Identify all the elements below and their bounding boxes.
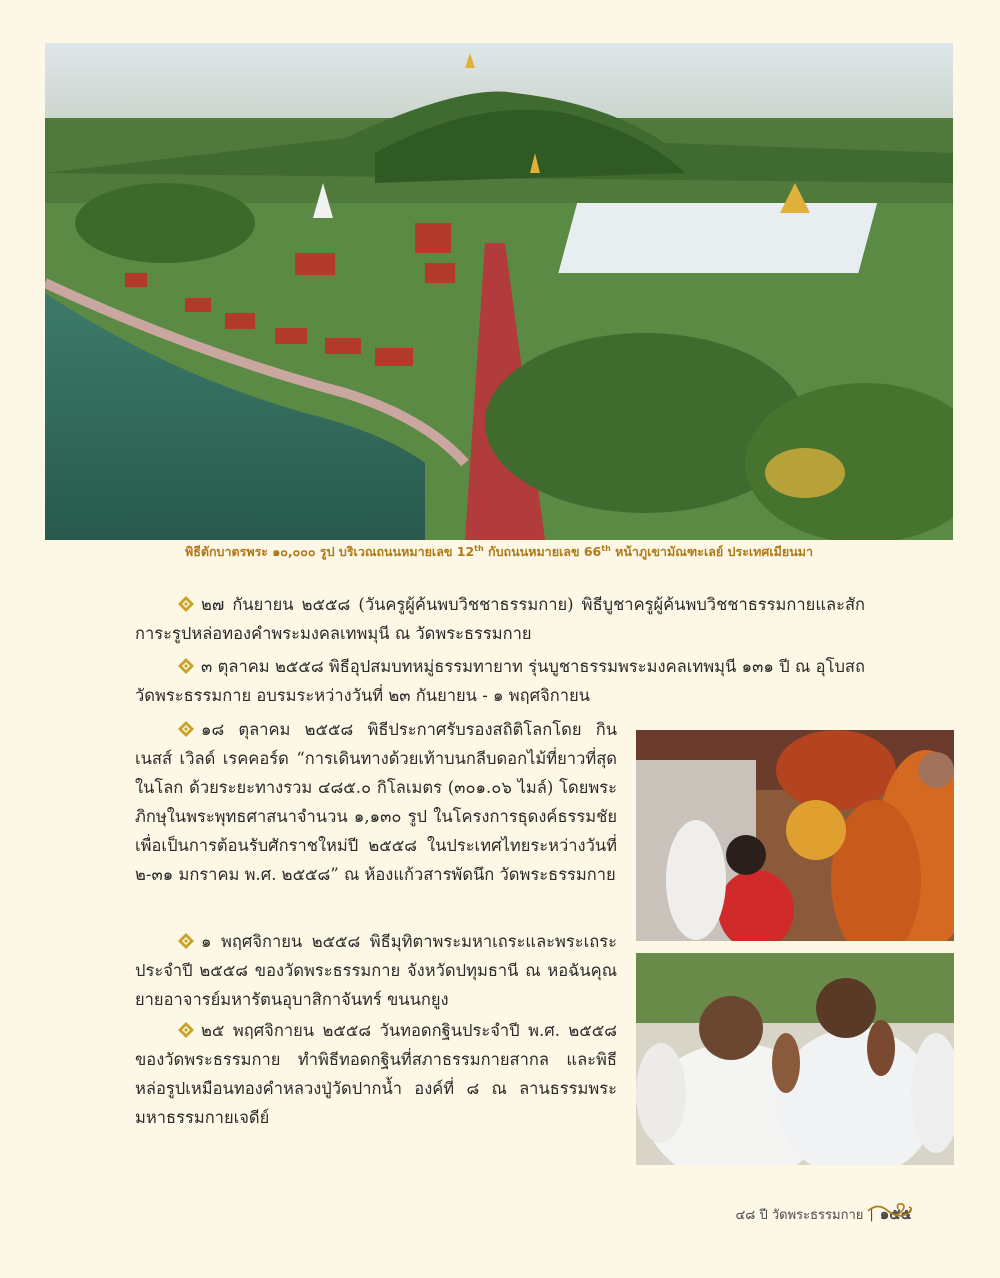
event-text: ๒๕ พฤศจิกายน ๒๕๕๘ วันทอดกฐินประจำปี พ.ศ. ๒๕๕๘ ของวัดพระธรรมกาย ทำพิธีทอดกฐินที่สภาธรรมกายสากล และพิธีหล่อรูปเหมือนทองคำหลวงปู่วัดปากน้ำ องค์ที่ ๘ ณ ลานธรรมพระมหาธรรมกายเจดีย์ [135,1021,617,1127]
caption-sup-1: th [474,543,484,553]
scroll-ornament-icon [866,1200,914,1222]
diamond-bullet-icon [177,932,195,950]
event-paragraph [135,652,865,710]
caption-sup-2: th [601,543,611,553]
alms-photo [636,730,954,941]
diamond-bullet-icon [177,720,195,738]
event-text: ๒๗ กันยายน ๒๕๕๘ (วันครูผู้ค้นพบวิชชาธรรมกาย) พิธีบูชาครูผู้ค้นพบวิชชาธรรมกายและสักการะรูปหล่อทองคำพระมงคลเทพมุนี ณ วัดพระธรรมกาย [135,595,865,643]
page-number: ๑๕๕ [879,1205,912,1223]
caption-text-2: กับถนนหมายเลข 66 [483,544,602,559]
hero-caption [45,542,953,562]
event-paragraph [135,927,617,1014]
footer-separator: | [869,1206,874,1222]
diamond-bullet-icon [177,1021,195,1039]
diamond-bullet-icon [177,595,195,613]
event-text: ๑ พฤศจิกายน ๒๕๕๘ พิธีมุทิตาพระมหาเถระและพระเถระ ประจำปี ๒๕๕๘ ของวัดพระธรรมกาย จังหวัดปทุมธานี ณ หอฉันคุณยายอาจารย์มหารัตนอุบาสิกาจันทร์ ขนนกยูง [135,932,617,1009]
event-paragraph [135,1016,617,1132]
event-paragraph [135,715,617,889]
praying-photo [636,953,954,1165]
diamond-bullet-icon [177,657,195,675]
event-text: ๑๘ ตุลาคม ๒๕๕๘ พิธีประกาศรับรองสถิติโลกโดย กินเนสส์ เวิลด์ เรคคอร์ด “การเดินทางด้วยเท้าบนกลีบดอกไม้ที่ยาวที่สุดในโลก ด้วยระยะทางรวม ๔๘๕.๐ กิโลเมตร (๓๐๑.๐๖ ไมล์) โดยพระภิกษุในพระพุทธศาสนาจำนวน ๑,๑๓๐ รูป ในโครงการธุดงค์ธรรมชัย เพื่อเป็นการต้อนรับศักราชใหม่ปี ๒๕๕๘ ในประเทศไทยระหว่างวันที่ ๒-๓๑ มกราคม พ.ศ. ๒๕๕๘” ณ ห้องแก้วสารพัดนึก วัดพระธรรมกาย [135,720,617,884]
caption-text-1: พิธีตักบาตรพระ ๑๐,๐๐๐ รูป บริเวณถนนหมายเลข 12 [185,544,475,559]
hero-photo [45,43,953,540]
event-text: ๓ ตุลาคม ๒๕๕๘ พิธีอุปสมบทหมู่ธรรมทายาท รุ่นบูชาธรรมพระมงคลเทพมุนี ๑๓๑ ปี ณ อุโบสถวัดพระธรรมกาย อบรมระหว่างวันที่ ๒๓ กันยายน - ๑ พฤศจิกายน [135,657,865,705]
caption-text-3: หน้าภูเขามัณฑะเลย์ ประเทศเมียนมา [610,544,813,559]
book-title: ๔๘ ปี วัดพระธรรมกาย [735,1207,864,1223]
event-paragraph [135,590,865,648]
